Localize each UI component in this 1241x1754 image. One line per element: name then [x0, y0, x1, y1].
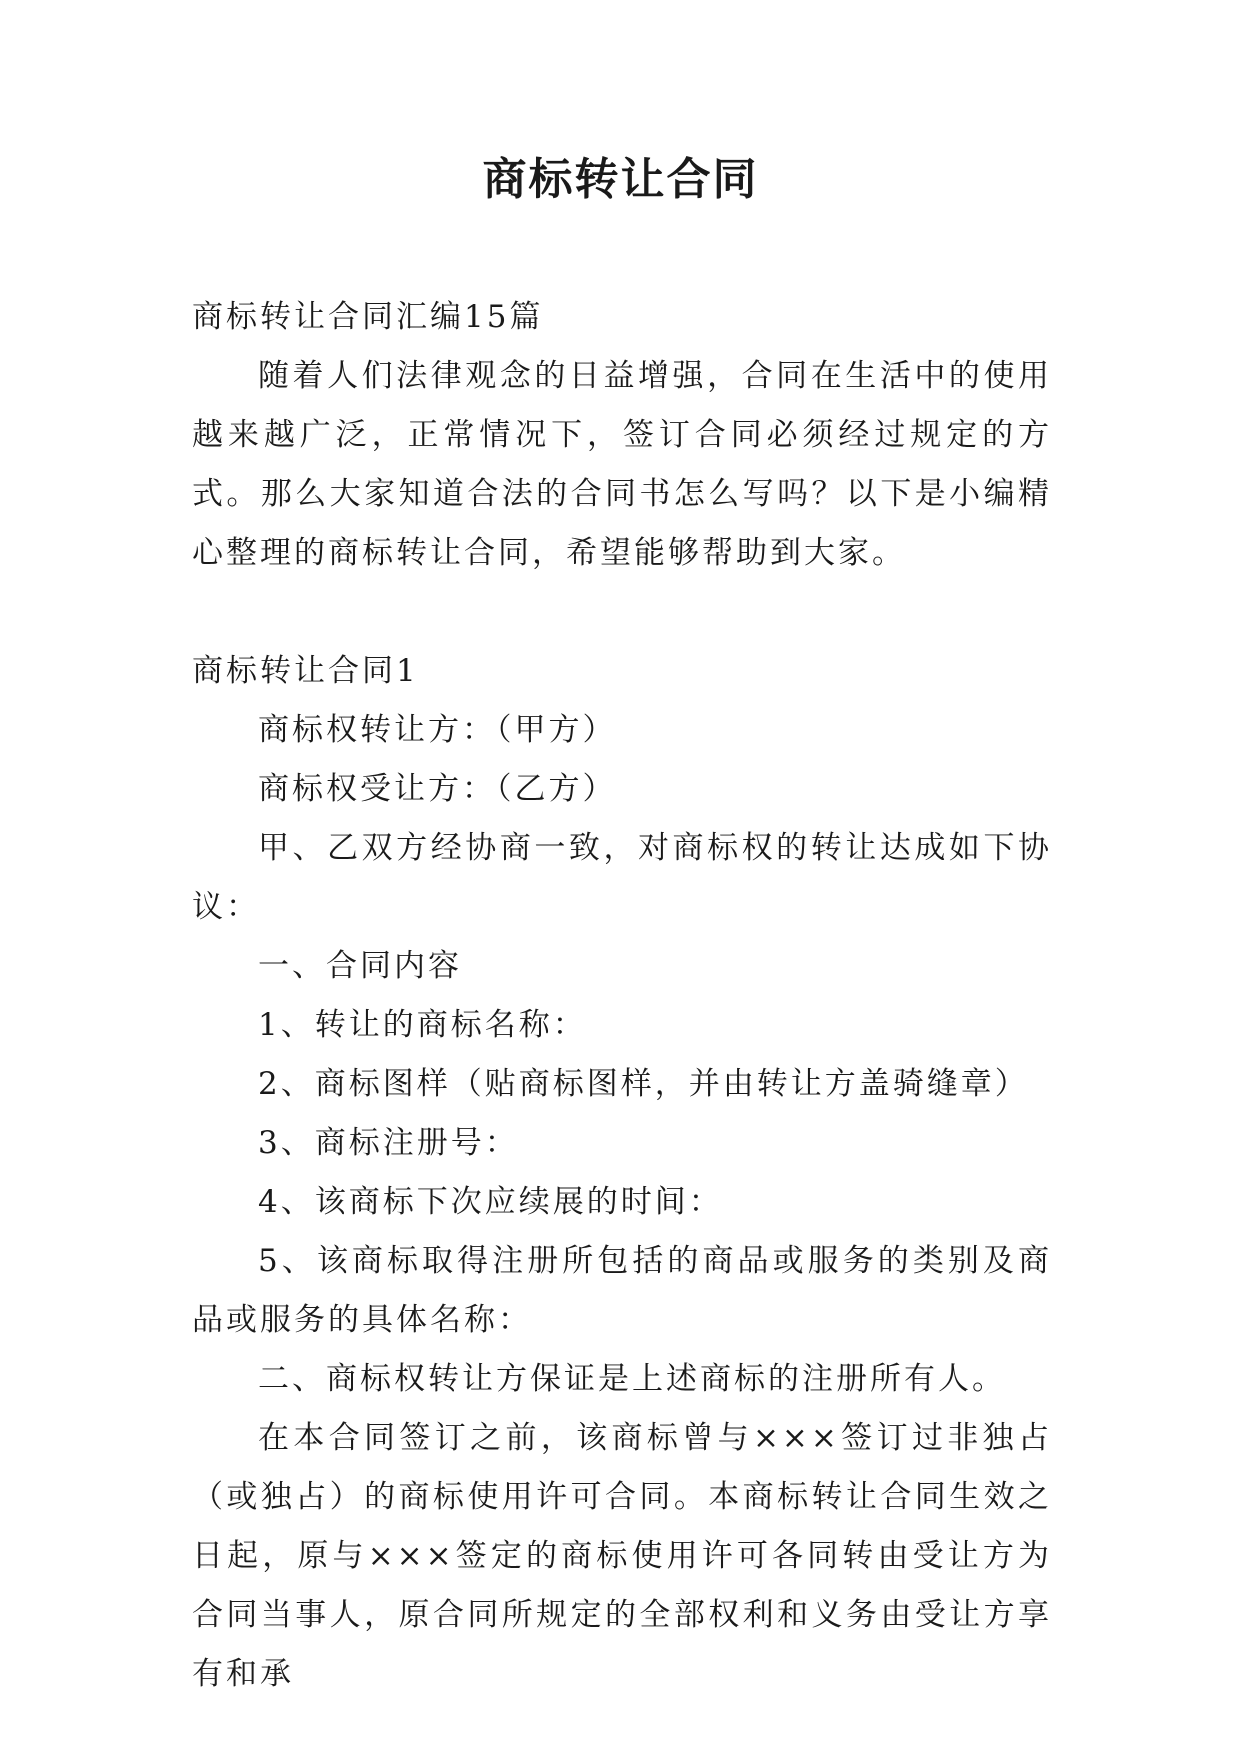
document-title: 商标转让合同 [482, 154, 759, 205]
clause-heading-guarantee: 二、商标权转让方保证是上述商标的注册所有人。 [258, 1361, 1006, 1397]
list-item-trademark-name: 1、转让的商标名称： [258, 1007, 587, 1043]
clause-heading-contract-content: 一、合同内容 [258, 948, 462, 984]
agreement-statement: 甲、乙双方经协商一致，对商标权的转让达成如下协议： [192, 830, 1052, 925]
document-body [192, 288, 1052, 1704]
list-item-renewal-time: 4、该商标下次应续展的时间： [258, 1184, 723, 1220]
list-item-goods-services: 5、该商标取得注册所包括的商品或服务的类别及商品或服务的具体名称： [192, 1243, 1052, 1338]
section-heading: 商标转让合同1 [192, 653, 419, 689]
transferee-line: 商标权受让方：（乙方） [258, 771, 617, 807]
intro-paragraph: 随着人们法律观念的日益增强，合同在生活中的使用越来越广泛，正常情况下，签订合同必须经过规定的方式。那么大家知道合法的合同书怎么写吗？以下是小编精心整理的商标转让合同，希望能够帮助到大家。 [192, 358, 1052, 571]
transferor-line: 商标权转让方：（甲方） [258, 712, 617, 748]
list-item-registration-number: 3、商标注册号： [258, 1125, 519, 1161]
list-item-trademark-sample: 2、商标图样（贴商标图样，并由转让方盖骑缝章） [258, 1066, 1029, 1102]
license-paragraph: 在本合同签订之前，该商标曾与×××签订过非独占（或独占）的商标使用许可合同。本商标转让合同生效之日起，原与×××签定的商标使用许可各同转由受让方为合同当事人，原合同所规定的全部权利和义务由受让方享有和承 [192, 1420, 1052, 1692]
paragraph-spacer [192, 583, 1052, 642]
collection-heading: 商标转让合同汇编15篇 [192, 299, 544, 335]
